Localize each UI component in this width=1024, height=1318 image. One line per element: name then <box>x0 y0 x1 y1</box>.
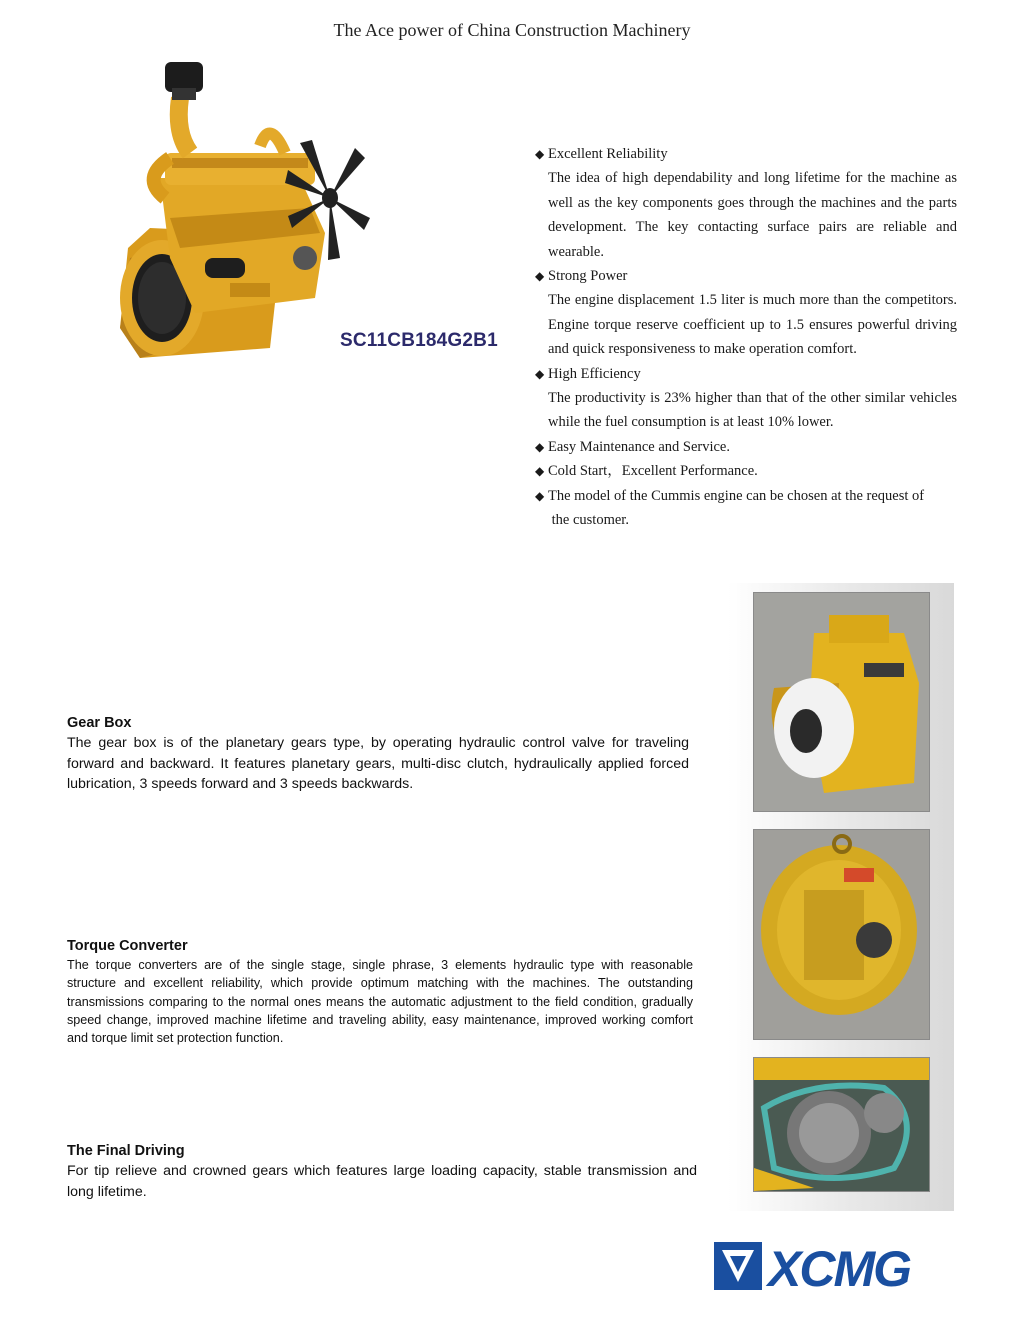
feature-body: the customer. <box>548 512 629 529</box>
feature-title: Easy Maintenance and Service. <box>548 438 730 455</box>
diamond-bullet-icon: ◆ <box>535 269 545 284</box>
final-drive-photo <box>753 1057 930 1192</box>
gearbox-illustration <box>754 593 929 811</box>
gear-box-heading: Gear Box <box>67 715 132 731</box>
torque-converter-illustration <box>754 830 929 1039</box>
diamond-bullet-icon: ◆ <box>535 366 545 381</box>
engine-photo <box>110 58 370 370</box>
feature-item <box>535 484 957 533</box>
feature-item <box>535 142 957 264</box>
feature-title: The model of the Cummis engine can be chosen at the request of <box>548 487 925 504</box>
feature-list <box>535 142 957 533</box>
gearbox-photo <box>753 592 930 812</box>
diamond-bullet-icon: ◆ <box>535 488 545 503</box>
torque-converter-photo <box>753 829 930 1040</box>
feature-body: The productivity is 23% higher than that of the other similar vehicles while the fuel consumption is at least 10% lower. <box>548 390 957 431</box>
final-driving-section <box>67 1143 697 1202</box>
feature-body: The engine displacement 1.5 liter is much more than the competitors. Engine torque reserve coefficient up to 1.5 ensures powerful driving and quick responsiveness to make operation comfort. <box>548 292 957 358</box>
torque-converter-text: The torque converters are of the single stage, single phrase, 3 elements hydraulic type with reasonable structure and excellent reliability, which provide optimum matching with the machines. The outstanding transmissions comparing to the normal ones means the automatic adjustment to the field condition, gradually speed change, improved machine lifetime and traveling ability, easy maintenance, improved working comfort and torque limit set protection function. <box>67 958 693 1046</box>
page-header-title: The Ace power of China Construction Machinery <box>333 20 691 40</box>
diamond-bullet-icon: ◆ <box>535 464 545 479</box>
feature-title: High Efficiency <box>548 365 641 382</box>
diamond-bullet-icon: ◆ <box>535 439 545 454</box>
feature-title: Cold Start，Excellent Performance. <box>548 463 758 480</box>
xcmg-logo-mark <box>712 1240 952 1292</box>
feature-item <box>535 435 957 459</box>
feature-body: The idea of high dependability and long lifetime for the machine as well as the key components goes through the machines and the parts development. The key contacting surface pairs are reliable and wearable. <box>548 170 957 260</box>
final-driving-text: For tip relieve and crowned gears which features large loading capacity, stable transmission and long lifetime. <box>67 1163 697 1200</box>
engine-illustration <box>110 58 370 370</box>
feature-item <box>535 362 957 435</box>
feature-title: Strong Power <box>548 268 628 285</box>
torque-converter-heading: Torque Converter <box>67 938 188 954</box>
logo-text: XCMG <box>768 1241 910 1292</box>
gear-box-text: The gear box is of the planetary gears type, by operating hydraulic control valve for traveling forward and backward. It features planetary gears, multi-disc clutch, hydraulically applied forced lubrication, 3 speeds forward and 3 speeds backwards. <box>67 735 689 792</box>
final-driving-heading: The Final Driving <box>67 1143 185 1159</box>
feature-title: Excellent Reliability <box>548 146 668 162</box>
gear-box-section <box>67 715 689 795</box>
diamond-bullet-icon: ◆ <box>535 147 545 161</box>
final-drive-illustration <box>754 1058 929 1191</box>
torque-converter-section <box>67 938 693 1047</box>
engine-model-label: SC11CB184G2B1 <box>340 330 498 351</box>
feature-item <box>535 459 957 483</box>
xcmg-logo <box>712 1240 952 1292</box>
feature-item <box>535 264 957 362</box>
